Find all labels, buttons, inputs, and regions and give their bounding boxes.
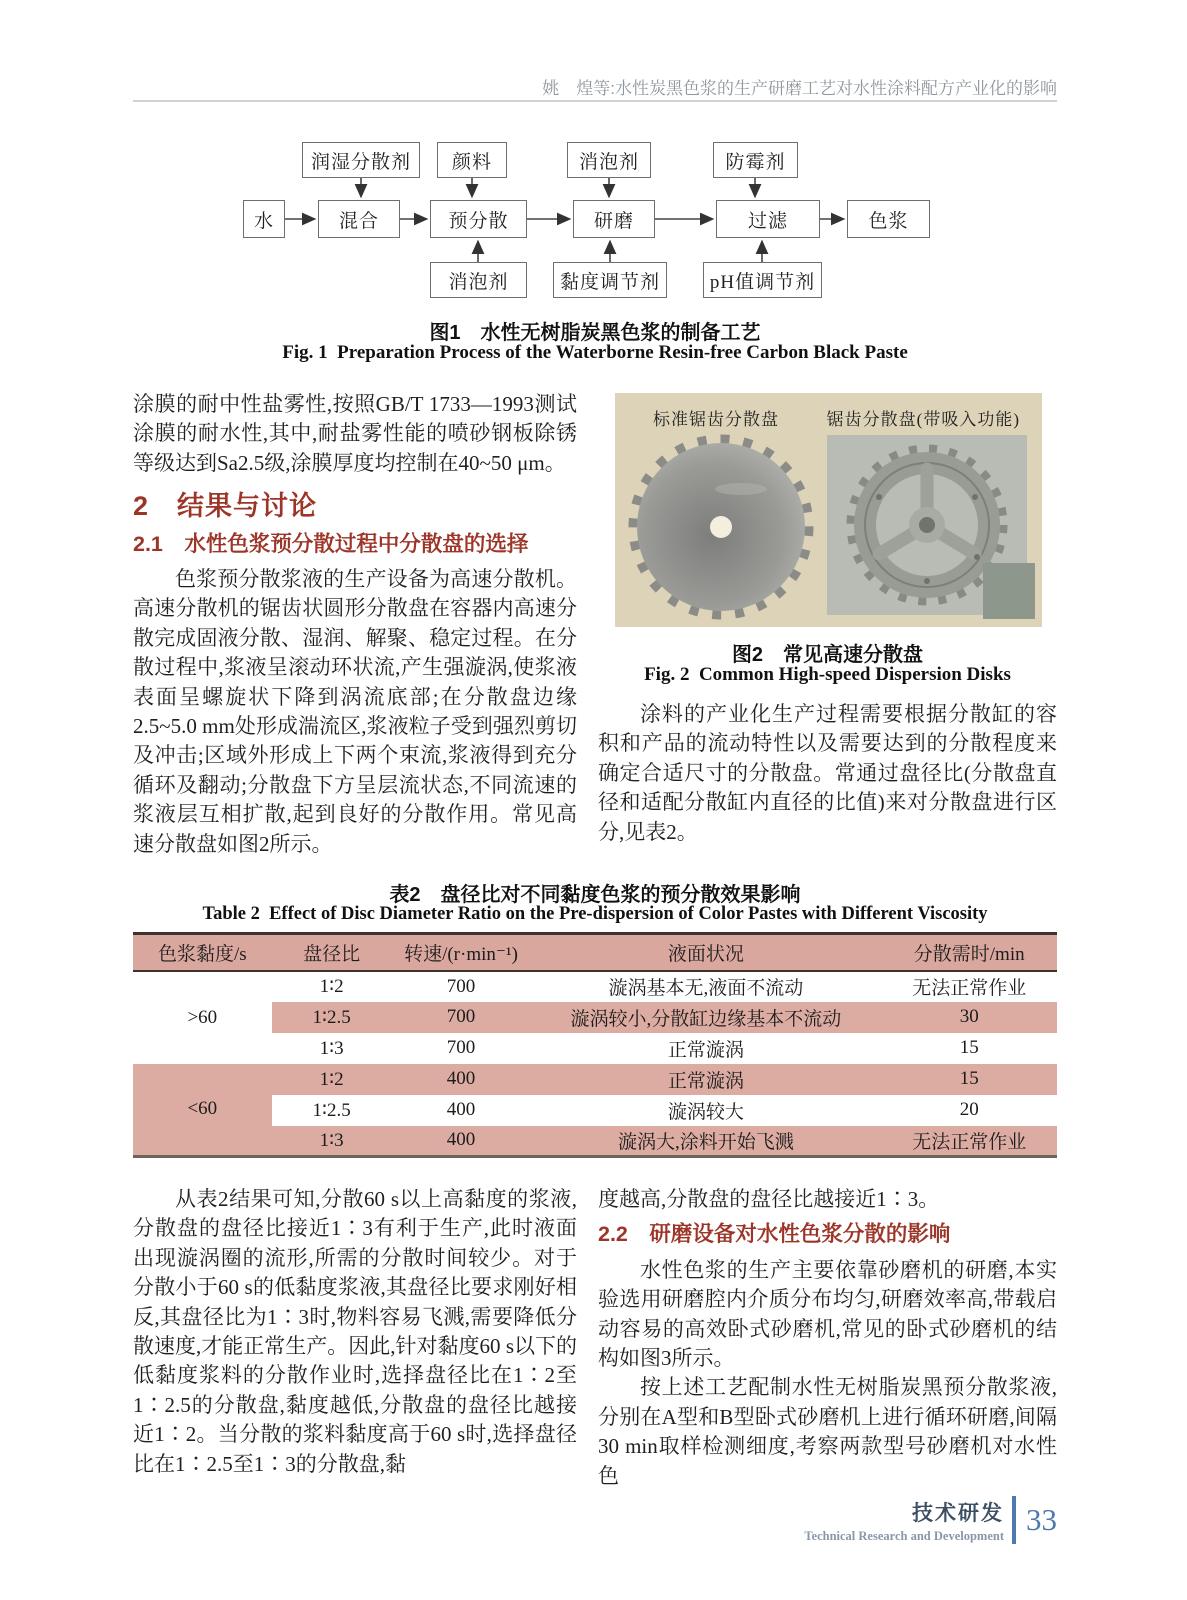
running-head-title: 姚 煌等:水性炭黑色浆的生产研磨工艺对水性涂料配方产业化的影响 [542, 79, 1057, 98]
paragraph-table-discussion-cont: 度越高,分散盘的盘径比越接近1∶3。 [598, 1187, 940, 1211]
table-row [133, 1126, 1057, 1157]
table2-cell: 漩涡较大 [667, 1101, 744, 1123]
flowchart-box-filter: 过滤 [716, 200, 820, 238]
table2-cell: 1∶2 [319, 976, 344, 997]
subsection-heading-2-1: 2.1 水性色浆预分散过程中分散盘的选择 [133, 531, 529, 556]
figure1-caption-cn: 图1 水性无树脂炭黑色浆的制备工艺 [429, 322, 761, 344]
table2-cell: 1∶3 [319, 1037, 344, 1059]
flowchart-box-mix: 混合 [318, 200, 400, 238]
flowchart-box-viscosity-modifier: 黏度调节剂 [553, 262, 667, 298]
table2-cell: 漩涡大,涂料开始飞溅 [617, 1131, 794, 1153]
table2-header-surface: 液面状况 [530, 934, 881, 971]
footer-section-block [804, 1497, 1004, 1544]
paragraph-industrial: 涂料的产业化生产过程需要根据分散缸的容积和产品的流动特性以及需要达到的分散程度来确定合适尺寸的分散盘。常通过盘径比(分散盘直径和适配分散缸内直径的比值)来对分散盘进行区分,见表2。 [598, 702, 1057, 844]
flowchart-box-water: 水 [243, 200, 285, 238]
flowchart-box-defoamer-top: 消泡剂 [567, 142, 651, 178]
table-row [133, 971, 1057, 1002]
table2-cell: 20 [959, 1099, 979, 1120]
footer-divider [1012, 1496, 1016, 1544]
footer-page-number: 33 [1026, 1502, 1057, 1537]
table2-header-ratio: 盘径比 [272, 934, 392, 971]
table2-cell: 15 [959, 1037, 979, 1058]
footer-section-cn: 技术研发 [912, 1501, 1004, 1525]
standard-sawtooth-disk-image [621, 429, 821, 621]
figure2-label-right: 锯齿分散盘(带吸入功能) [826, 410, 1020, 429]
suction-sawtooth-disk-image [827, 435, 1035, 621]
table-row [133, 1033, 1057, 1064]
table2-cell: 无法正常作业 [912, 978, 1027, 999]
flowchart-box-wetting-dispersant: 润湿分散剂 [302, 142, 420, 178]
right-column-upper [598, 700, 1057, 847]
table2-cell: 700 [446, 975, 476, 997]
section-heading-2: 2 结果与讨论 [133, 491, 318, 522]
figure1-flowchart [240, 132, 940, 304]
paragraph-table-discussion: 从表2结果可知,分散60 s以上高黏度的浆液,分散盘的盘径比接近1∶3有利于生产,此时液面出现漩涡圈的流形,所需的分散时间较少。对于分散小于60 s的低黏度浆液,其盘径比要求刚好相反,其盘径比为1∶3时,物料容易飞溅,需要降低分散速度,才能正常生产。因此,针对黏度60 s以下的低黏度浆料的分散作业时,选择盘径比在1∶2至1∶2.5的分散盘,黏度越低,分散盘的盘径比越接近1∶2。当分散的浆料黏度高于60 s时,选择盘径比在1∶2.5至1∶3的分散盘,黏 [133, 1187, 577, 1476]
paragraph-predisperse: 色浆预分散浆液的生产设备为高速分散机。高速分散机的锯齿状圆形分散盘在容器内高速分散完成固液分散、湿润、解聚、稳定过程。在分散过程中,浆液呈滚动环状流,产生强漩涡,使浆液表面呈螺旋状下降到涡流底部;在分散盘边缘2.5~5.0 mm处形成湍流区,浆液粒子受到强烈剪切及冲击;区域外形成上下两个束流,浆液得到充分循环及翻动;分散盘下方呈层流状态,不同流速的浆液层互相扩散,起到良好的分散作用。常见高速分散盘如图2所示。 [133, 567, 577, 856]
table2-header-viscosity: 色浆黏度/s [133, 934, 272, 971]
paragraph-continuation: 涂膜的耐中性盐雾性,按照GB/T 1733—1993测试涂膜的耐水性,其中,耐盐雾性能的喷砂钢板除锈等级达到Sa2.5级,涂膜厚度均控制在40~50 μm。 [133, 392, 577, 475]
figure2-caption-en: Fig. 2 Common High-speed Dispersion Disks [644, 664, 1011, 685]
flowchart-box-ph-modifier: pH值调节剂 [703, 262, 822, 298]
table2-viscosity-group-low: <60 [133, 1064, 272, 1157]
figure1-caption-en: Fig. 1 Preparation Process of the Waterborne Resin-free Carbon Black Paste [282, 342, 908, 363]
table2-cell: 1∶2 [319, 1068, 344, 1090]
figure2-label-left: 标准锯齿分散盘 [653, 410, 779, 429]
right-column-lower [598, 1185, 1057, 1491]
flowchart-box-predisperse: 预分散 [430, 200, 527, 238]
table2-cell: 正常漩涡 [667, 1070, 744, 1092]
footer-section-en: Technical Research and Development [804, 1528, 1004, 1543]
table2-header-time: 分散需时/min [881, 934, 1057, 971]
table2-cell: 30 [959, 1006, 979, 1027]
table2-title-cn: 表2 盘径比对不同黏度色浆的预分散效果影响 [389, 884, 801, 906]
table2-cell: 400 [446, 1068, 476, 1089]
table-row [133, 1002, 1057, 1033]
page-footer [804, 1496, 1057, 1544]
table2-viscosity-group-high: >60 [133, 971, 272, 1064]
table-row [133, 1095, 1057, 1126]
paragraph-experiment: 按上述工艺配制水性无树脂炭黑预分散浆液,分别在A型和B型卧式砂磨机上进行循环研磨,间隔30 min取样检测细度,考察两款型号砂磨机对水性色 [598, 1375, 1057, 1488]
flowchart-box-grind: 研磨 [573, 200, 655, 238]
subsection-heading-2-2: 2.2 研磨设备对水性色浆分散的影响 [598, 1222, 951, 1247]
left-column-lower [133, 1185, 577, 1479]
header-rule [133, 100, 1057, 102]
table2 [133, 932, 1057, 1158]
table2-cell: 无法正常作业 [912, 1131, 1027, 1153]
table2-title-en: Table 2 Effect of Disc Diameter Ratio on the Pre-dispersion of Color Pastes with Different Viscosity [202, 904, 988, 924]
table2-cell: 漩涡较小,分散缸边缘基本不流动 [570, 1008, 842, 1030]
table-row [133, 1064, 1057, 1095]
table2-cell: 700 [446, 1006, 476, 1027]
table2-cell: 1∶2.5 [312, 1006, 351, 1028]
figure2-caption-cn: 图2 常见高速分散盘 [731, 644, 924, 666]
paragraph-grinding: 水性色浆的生产主要依靠砂磨机的研磨,本实验选用研磨腔内介质分布均匀,研磨效率高,带载启动容易的高效卧式砂磨机,常见的卧式砂磨机的结构如图3所示。 [598, 1257, 1057, 1371]
table2-cell: 1∶2.5 [312, 1099, 351, 1121]
left-column-upper [133, 390, 577, 859]
table2-cell: 700 [446, 1037, 476, 1058]
flowchart-box-defoamer-bottom: 消泡剂 [430, 262, 527, 298]
flowchart-box-paste: 色浆 [847, 200, 930, 238]
flowchart-box-antifungal: 防霉剂 [713, 142, 798, 178]
figure2-image [615, 393, 1042, 627]
flowchart-box-pigment: 颜料 [437, 142, 507, 178]
table2-cell: 漩涡基本无,液面不流动 [608, 978, 804, 999]
table2-cell: 正常漩涡 [667, 1039, 744, 1061]
table2-header-row [133, 934, 1057, 971]
table2-cell: 400 [446, 1099, 476, 1120]
table2-cell: 400 [446, 1129, 476, 1151]
table2-cell: 15 [959, 1068, 979, 1089]
table2-header-speed: 转速/(r·min⁻¹) [392, 934, 531, 971]
table2-cell: 1∶3 [319, 1129, 344, 1151]
